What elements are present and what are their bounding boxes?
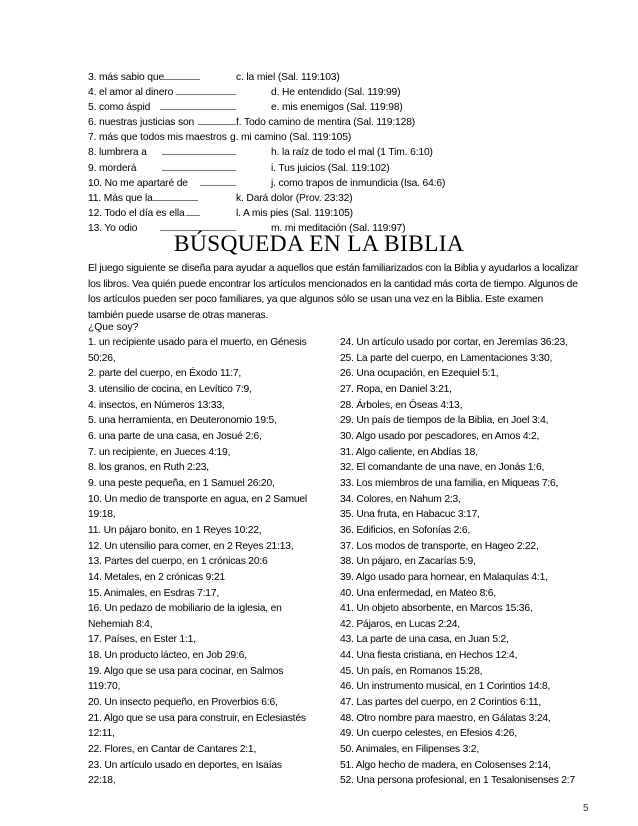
list-item: 8. los granos, en Ruth 2:23, — [88, 462, 209, 474]
match-row — [88, 161, 588, 176]
list-item: 28. Árboles, en Óseas 4:13, — [340, 399, 463, 411]
match-right: h. la raíz de todo el mal (1 Tim. 6:10) — [271, 147, 433, 159]
list-item: 2. parte del cuerpo, en Éxodo 11:7, — [88, 368, 242, 380]
list-item: 26. Una ocupación, en Ezequiel 5:1, — [340, 368, 499, 380]
match-right: l. A mis pies (Sal. 119:105) — [236, 207, 353, 219]
list-item: 27. Ropa, en Daniel 3:21, — [340, 383, 452, 395]
list-item: 21. Algo que se usa para construir, en Eclesiastés — [88, 712, 306, 724]
match-right: j. como trapos de inmundicia (Isa. 64:6) — [271, 177, 446, 189]
list-item: 13. Partes del cuerpo, en 1 crónicas 20:6 — [88, 556, 268, 568]
list-item: 5. una herramienta, en Deuteronomio 19:5, — [88, 415, 277, 427]
list-item: 10. Un medio de transporte en agua, en 2 Samuel — [88, 493, 307, 505]
list-item: 38. Un pájaro, en Zacarías 5:9, — [340, 556, 476, 568]
match-left: 11. Más que la — [88, 192, 153, 204]
match-left: 5. como áspid — [88, 102, 151, 114]
list-item: 19. Algo que se usa para cocinar, en Salmos — [88, 665, 284, 677]
answer-blank — [198, 115, 236, 125]
matching-exercise — [88, 70, 588, 236]
match-row — [88, 191, 588, 206]
list-item: 45. Un país, en Romanos 15:28, — [340, 665, 483, 677]
list-item: 40. Una enfermedad, en Mateo 8:6, — [340, 587, 496, 599]
list-item: 14. Metales, en 2 crónicas 9:21 — [88, 571, 225, 583]
list-item: 18. Un producto lácteo, en Job 29:6, — [88, 650, 247, 662]
list-item: 30. Algo usado por pescadores, en Amos 4:2, — [340, 430, 540, 442]
match-left: 3. más sabio que — [88, 72, 165, 83]
list-item: 31. Algo caliente, en Abdías 18, — [340, 446, 478, 458]
questions-column-left — [88, 335, 328, 789]
list-item: 44. Una fiesta cristiana, en Hechos 12:4, — [340, 650, 518, 662]
list-item: 20. Un insecto pequeño, en Proverbios 6:6, — [88, 697, 278, 709]
match-right: k. Dará dolor (Prov. 23:32) — [236, 192, 353, 204]
match-row — [88, 70, 588, 85]
list-item: 46. Un instrumento musical, en 1 Corintios 14:8, — [340, 681, 551, 693]
match-left: 12. Todo el día es ella — [88, 207, 185, 219]
list-item: 32. El comandante de una nave, en Jonás 1:6, — [340, 462, 545, 474]
list-item: 50. Animales, en Filipenses 3:2, — [340, 744, 479, 756]
list-item: 42. Pájaros, en Lucas 2:24, — [340, 618, 460, 630]
list-item: 35. Una fruta, en Habacuc 3:17, — [340, 509, 480, 521]
list-item: 34. Colores, en Nahum 2:3, — [340, 493, 461, 505]
list-item: 22. Flores, en Cantar de Cantares 2:1, — [88, 744, 257, 756]
list-item: 3. utensilio de cocina, en Levítico 7:9, — [88, 383, 252, 395]
list-item: 6. una parte de una casa, en Josué 2:6, — [88, 430, 262, 442]
list-item: 15. Animales, en Esdras 7:17, — [88, 587, 220, 599]
list-item: 37. Los modos de transporte, en Hageo 2:22, — [340, 540, 539, 552]
match-row — [88, 85, 588, 100]
list-item: 25. La parte del cuerpo, en Lamentaciones 3:30, — [340, 352, 553, 364]
page-title: BÚSQUEDA EN LA BIBLIA — [173, 231, 465, 257]
list-item: 1. un recipiente usado para el muerto, en Génesis — [88, 337, 307, 348]
answer-blank — [200, 176, 236, 186]
answer-blank — [176, 85, 236, 95]
list-item: 23. Un artículo usado en deportes, en Isaías — [88, 759, 282, 771]
list-item: 51. Algo hecho de madera, en Colosenses 2:14, — [340, 759, 551, 771]
match-left: 7. más que todos mis maestros — [88, 132, 227, 144]
answer-blank — [186, 206, 200, 216]
match-left: 9. morderá — [88, 162, 137, 174]
answer-blank — [152, 191, 198, 201]
list-item: 49. Un cuerpo celestes, en Efesios 4:26, — [340, 728, 517, 740]
list-item: 11. Un pájaro bonito, en 1 Reyes 10:22, — [88, 524, 262, 536]
list-item: 24. Un artículo usado por cortar, en Jeremías 36:23, — [340, 337, 568, 348]
match-left: 4. el amor al dinero — [88, 87, 174, 99]
list-item: 43. La parte de una casa, en Juan 5:2, — [340, 634, 509, 646]
questions-column-right — [340, 335, 585, 789]
match-right: f. Todo camino de mentira (Sal. 119:128) — [236, 117, 416, 129]
list-item: 47. Las partes del cuerpo, en 2 Corintios 6:11, — [340, 697, 542, 709]
match-right: c. la miel (Sal. 119:103) — [236, 72, 340, 83]
list-item: 4. insectos, en Números 13:33, — [88, 399, 225, 411]
match-right: d. He entendido (Sal. 119:99) — [271, 87, 401, 99]
list-item: 39. Algo usado para hornear, en Malaquías 4:1, — [340, 571, 548, 583]
list-item: 36. Edificios, en Sofonías 2:6, — [340, 524, 471, 536]
answer-blank — [160, 221, 236, 231]
match-right: i. Tus juicios (Sal. 119:102) — [271, 162, 390, 174]
list-item: 12. Un utensilio para comer, en 2 Reyes 21:13, — [88, 540, 294, 552]
page-number: 5 — [583, 803, 589, 814]
match-left: 10. No me apartaré de — [88, 177, 188, 189]
list-item: 12:11, — [88, 728, 115, 740]
match-row — [88, 145, 588, 160]
match-row — [88, 176, 588, 191]
list-item: 48. Otro nombre para maestro, en Gálatas 3:24, — [340, 712, 551, 724]
match-left: 8. lumbrera a — [88, 147, 147, 159]
list-item: 50:26, — [88, 352, 116, 364]
list-item: Nehemiah 8:4, — [88, 618, 153, 630]
answer-blank — [160, 100, 236, 110]
match-right: e. mis enemigos (Sal. 119:98) — [271, 102, 403, 114]
list-item: 9. una peste pequeña, en 1 Samuel 26:20, — [88, 477, 275, 489]
list-item: 16. Un pedazo de mobiliario de la iglesia, en — [88, 603, 282, 615]
answer-blank — [162, 70, 200, 80]
list-item: 7. un recipiente, en Jueces 4:19, — [88, 446, 231, 458]
answer-blank — [162, 145, 236, 155]
list-item: 17. Países, en Ester 1:1, — [88, 634, 196, 646]
match-row — [88, 206, 588, 221]
answer-blank — [162, 161, 236, 171]
list-item: 29. Un país de tiempos de la Biblia, en Joel 3:4, — [340, 415, 549, 427]
match-row — [88, 100, 588, 115]
match-row — [88, 115, 588, 130]
list-item: 33. Los miembros de una familia, en Miqueas 7:6, — [340, 477, 559, 489]
list-item: 19:18, — [88, 509, 116, 521]
list-item: 119:70, — [88, 681, 121, 693]
list-item: 41. Un objeto absorbente, en Marcos 15:36, — [340, 603, 533, 615]
match-row — [88, 130, 588, 145]
list-item: 52. Una persona profesional, en 1 Tesalonisenses 2:7 — [340, 775, 575, 787]
list-item: 22:18, — [88, 775, 116, 787]
match-left: 6. nuestras justicias son — [88, 117, 195, 129]
intro-paragraph: El juego siguiente se diseña para ayudar a aquellos que están familiarizados con la Biblia y ayudarlos a localizar los libros. Vea quién puede encontrar los artículos mencionados en la cantidad más corta de tiempo. Algunos de los artículos pueden ser poco familiares, ya que algunos sólo se usan una vez en la Biblia. Este examen también puede usarse de otras maneras. — [88, 263, 579, 321]
match-left: 13. Yo odio — [88, 222, 138, 234]
match-right: m. mi meditación (Sal. 119:97) — [271, 222, 406, 234]
question-heading: ¿Que soy? — [88, 322, 139, 333]
match-right: g. mi camino (Sal. 119:105) — [230, 132, 352, 144]
